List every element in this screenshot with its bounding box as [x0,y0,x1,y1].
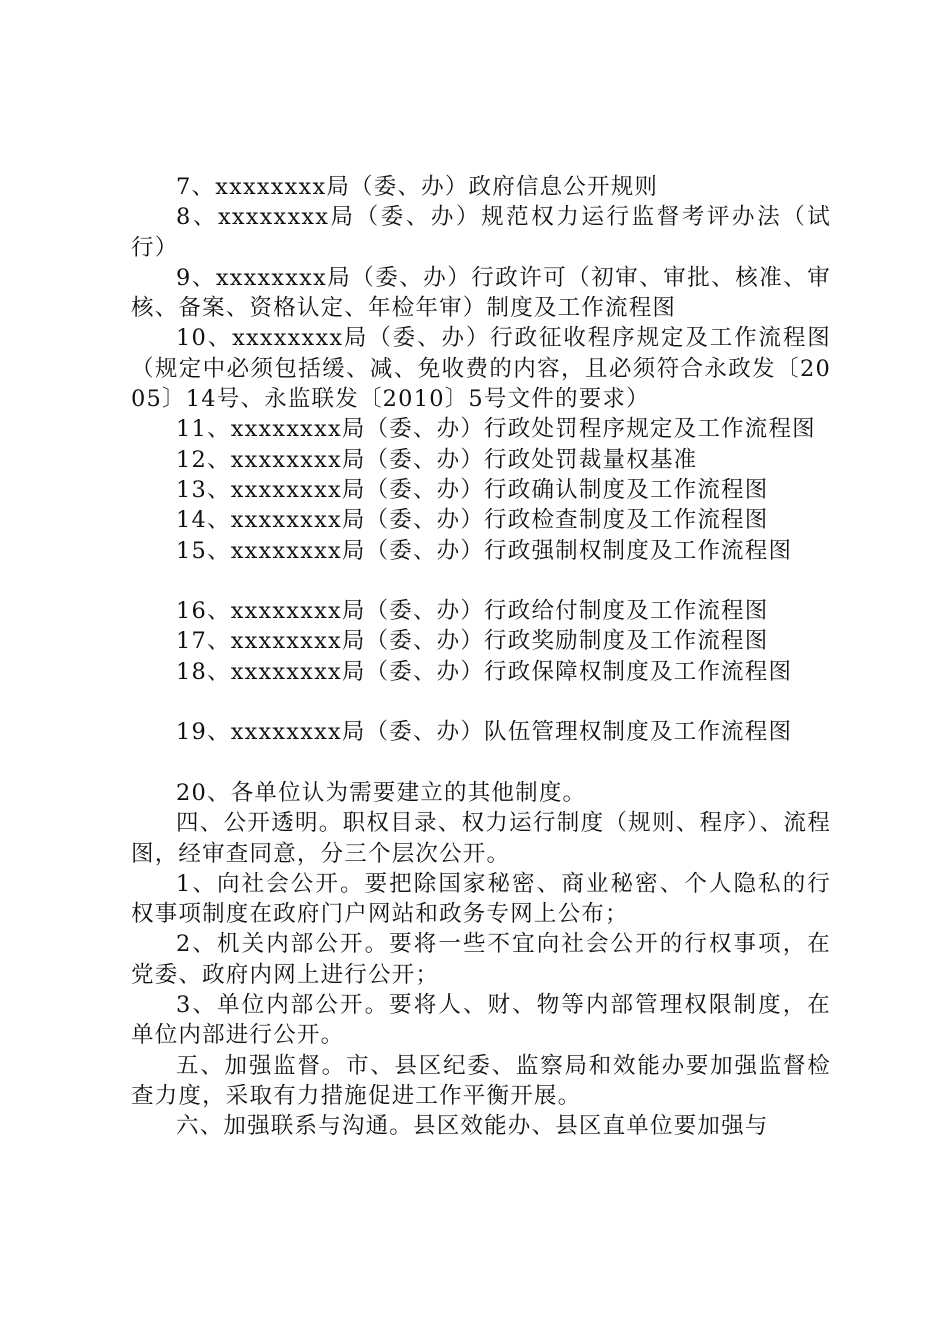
paragraph-item-16: 16、xxxxxxxx局（委、办）行政给付制度及工作流程图 [176,598,769,625]
paragraph-item-20: 20、各单位认为需要建立的其他制度。 [176,779,587,806]
blank-line [131,687,831,717]
blank-line [131,748,831,778]
paragraph-item-8: 8、xxxxxxxx局（委、办）规范权力运行监督考评办法（试行） [131,204,831,261]
unit-internal-disclosure-paragraph: 3、单位内部公开。要将人、财、物等内部管理权限制度，在单位内部进行公开。 [131,992,831,1049]
public-disclosure-paragraph: 1、向社会公开。要把除国家秘密、商业秘密、个人隐私的行权事项制度在政府门户网站和政务专网上公布； [131,870,831,928]
blank-line [131,566,831,596]
paragraph-item-9: 9、xxxxxxxx局（委、办）行政许可（初审、审批、核准、审核、备案、资格认定、年检年审）制度及工作流程图 [131,264,831,322]
paragraph-item-14: 14、xxxxxxxx局（委、办）行政检查制度及工作流程图 [176,507,769,534]
section-five-paragraph: 五、加强监督。市、县区纪委、监察局和效能办要加强监督检查力度，采取有力措施促进工作平衡开展。 [131,1052,831,1109]
paragraph-item-12: 12、xxxxxxxx局（委、办）行政处罚裁量权基准 [176,446,698,473]
paragraph-item-7: 7、xxxxxxxx局（委、办）政府信息公开规则 [176,174,659,200]
internal-organ-disclosure-paragraph: 2、机关内部公开。要将一些不宜向社会公开的行权事项，在党委、政府内网上进行公开； [131,931,831,988]
paragraph-item-18: 18、xxxxxxxx局（委、办）行政保障权制度及工作流程图 [176,658,793,685]
paragraph-item-19: 19、xxxxxxxx局（委、办）队伍管理权制度及工作流程图 [176,719,793,746]
paragraph-item-11: 11、xxxxxxxx局（委、办）行政处罚程序规定及工作流程图 [176,416,816,443]
section-four-paragraph: 四、公开透明。职权目录、权力运行制度（规则、程序）、流程图，经审查同意，分三个层次公开。 [131,810,831,867]
document-body [131,172,831,1142]
paragraph-item-13: 13、xxxxxxxx局（委、办）行政确认制度及工作流程图 [176,476,769,503]
paragraph-item-17: 17、xxxxxxxx局（委、办）行政奖励制度及工作流程图 [176,628,769,655]
section-six-paragraph: 六、加强联系与沟通。县区效能办、县区直单位要加强与 [176,1113,769,1140]
paragraph-item-10: 10、xxxxxxxx局（委、办）行政征收程序规定及工作流程图（规定中必须包括缓、减、免收费的内容，且必须符合永政发〔2005〕14号、永监联发〔2010〕5号文件的要求） [131,325,831,413]
paragraph-item-15: 15、xxxxxxxx局（委、办）行政强制权制度及工作流程图 [176,537,793,564]
